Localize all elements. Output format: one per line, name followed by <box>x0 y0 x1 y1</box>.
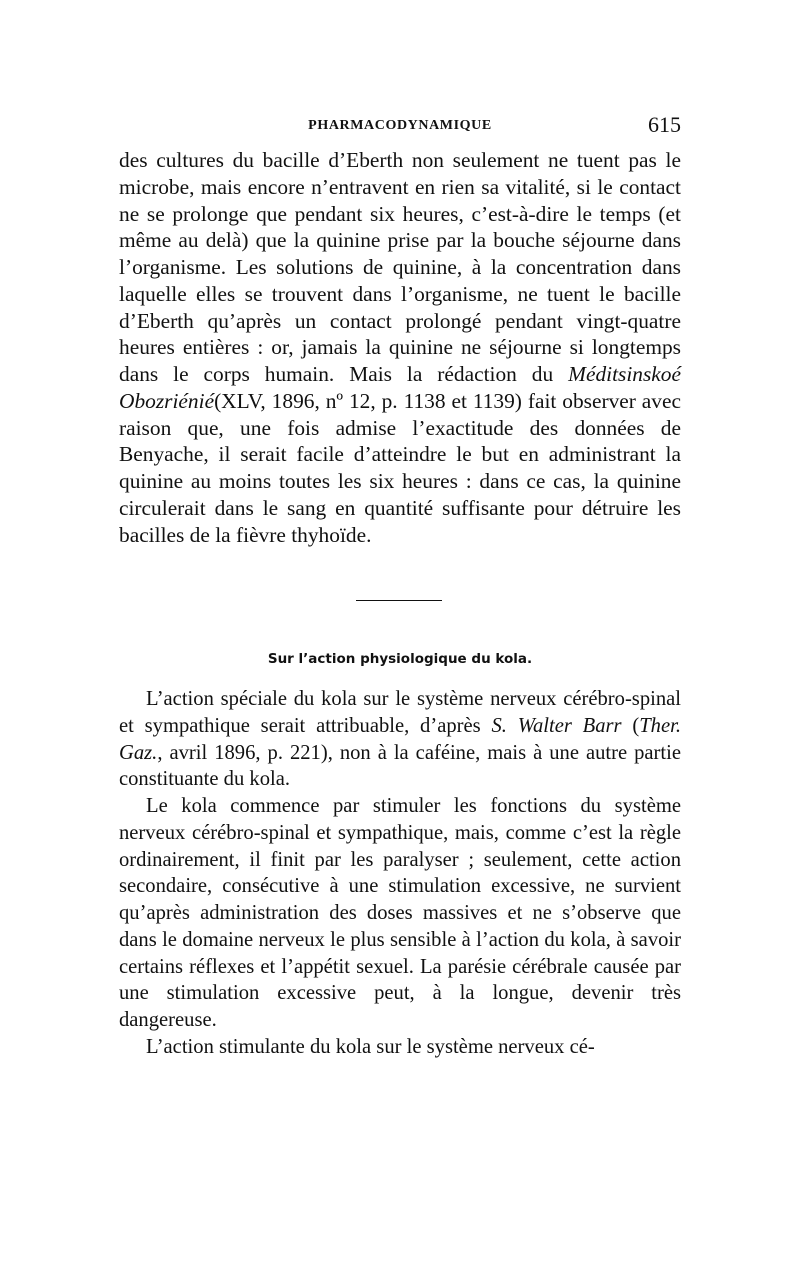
paragraph-text: des cultures du bacille d’Eberth non seulement ne tuent pas le microbe, mais encore n’entravent en rien sa vitalité, si le contact ne se prolonge que pendant six heures, c’est-à-dire le temps (et même au delà) que la quinine prise par la bouche séjourne dans l’organisme. Les solutions de quinine, à la concentration dans laquelle elles se trouvent dans l’organisme, ne tuent le bacille d’Eberth qu’après un contact prolongé pendant vingt-quatre heures entières : or, jamais la quinine ne séjourne si longtemps dans le corps humain. Mais la rédaction du <box>119 148 681 386</box>
paragraph-text: L’action spéciale du kola sur le système nerveux cérébro-spinal et sympathique serait attribuable, d’après <box>119 688 681 737</box>
section-heading: Sur l’action physiologique du kola. <box>267 651 533 667</box>
continued-paragraph <box>119 147 681 548</box>
paragraph-kola-action <box>119 686 681 793</box>
page-number: 615 <box>648 112 681 137</box>
journal-title: Méditsinskoé Obozriénié <box>119 362 681 413</box>
running-head <box>119 112 681 142</box>
kola-section-body <box>119 686 681 1061</box>
paragraph-text: (XLV, 1896, nº 12, p. 1138 et 1139) fait observer avec raison que, une fois admise l’exactitude des données de Benyache, il serait facile d’atteindre le but en administrant la quinine au moins toutes les six heures : dans ce cas, la quinine circulerait dans le sang en quantité suffisante pour détruire les bacilles de la fièvre thyhoïde. <box>119 388 681 547</box>
paragraph-quinine <box>119 147 681 548</box>
running-title: PHARMACODYNAMIQUE <box>308 118 492 133</box>
paragraph-text: , avril 1896, p. 221), non à la caféine, mais à une autre partie constituante du kola. <box>119 741 681 791</box>
journal-title: Ther. Gaz. <box>119 714 681 764</box>
paragraph-kola-continued: L’action stimulante du kola sur le système nerveux cé- <box>146 1035 595 1058</box>
author-name: S. Walter Barr <box>491 714 622 737</box>
paragraph-kola-stimulation: Le kola commence par stimuler les fonctions du système nerveux cérébro-spinal et sympathique, mais, comme c’est la règle ordinairement, il finit par les paralyser ; seulement, cette action secondaire, consécutive à une stimulation excessive, ne survient qu’après administration des doses massives et ne s’observe que dans le domaine nerveux le plus sensible à l’action du kola, à savoir certains réflexes et l’appétit sexuel. La parésie cérébrale causée par une stimulation excessive peut, à la longue, devenir très dangereuse. <box>119 795 681 1031</box>
section-divider <box>356 600 442 601</box>
paragraph-text: ( <box>621 714 640 737</box>
